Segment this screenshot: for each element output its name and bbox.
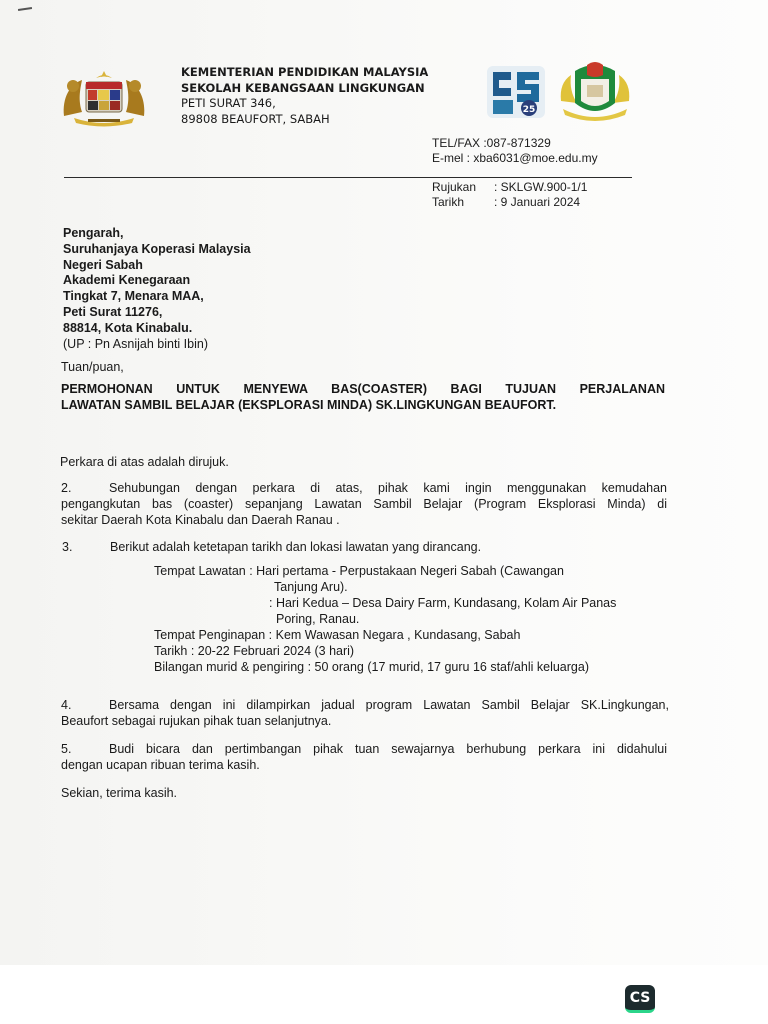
paragraph-2-line-1: Sehubungan dengan perkara di atas, pihak kami ingin menggunakan kemudahan xyxy=(109,481,667,495)
recipient-line: Pengarah, xyxy=(63,226,124,240)
paragraph-1: Perkara di atas adalah dirujuk. xyxy=(60,455,229,469)
paragraph-4-line-2: Beaufort sebagai rujukan pihak tuan selanjutnya. xyxy=(61,714,332,728)
ministry-header xyxy=(181,65,428,127)
address-line-1: PETI SURAT 346, xyxy=(181,96,276,110)
paragraph-number: 2. xyxy=(61,481,72,495)
closing-line: Sekian, terima kasih. xyxy=(61,786,178,800)
reference-block xyxy=(432,180,587,210)
paragraph-number: 5. xyxy=(61,742,72,756)
paragraph-2 xyxy=(61,480,667,528)
paragraph-5-line-2: dengan ucapan ribuan terima kasih. xyxy=(61,758,260,772)
paragraph-4-line-1: Bersama dengan ini dilampirkan jadual program Lawatan Sambil Belajar SK.Lingkungan, xyxy=(109,698,669,712)
recipient-line: 88814, Kota Kinabalu. xyxy=(63,320,193,335)
scan-mark xyxy=(18,7,32,11)
rujukan-label: Rujukan xyxy=(432,180,477,194)
camscanner-badge[interactable]: CS xyxy=(625,985,655,1013)
coat-of-arms-logo xyxy=(58,68,150,130)
visit-place-day-2-cont: Poring, Ranau. xyxy=(276,612,360,626)
recipient-attention: (UP : Pn Asnijah binti Ibin) xyxy=(63,336,208,351)
tarikh-value: : 9 Januari 2024 xyxy=(494,195,581,209)
trip-details xyxy=(154,563,616,675)
recipient-line: Peti Surat 11276, xyxy=(63,304,163,319)
paragraph-number: 4. xyxy=(61,698,72,712)
paragraph-5-line-1: Budi bicara dan pertimbangan pihak tuan sewajarnya berhubung perkara ini didahului xyxy=(109,742,667,756)
paragraph-4 xyxy=(61,697,669,729)
accommodation: Tempat Penginapan : Kem Wawasan Negara , Kundasang, Sabah xyxy=(154,628,521,642)
paragraph-number: 3. xyxy=(62,540,73,554)
paragraph-2-line-3: sekitar Daerah Kota Kinabalu dan Daerah Ranau . xyxy=(61,513,340,527)
visit-place-day-1-cont: Tanjung Aru). xyxy=(274,580,348,594)
recipient-address xyxy=(63,226,251,352)
paragraph-3 xyxy=(62,539,670,555)
paragraph-3-text: Berikut adalah ketetapan tarikh dan lokasi lawatan yang dirancang. xyxy=(110,540,482,554)
recipient-line: Negeri Sabah xyxy=(63,257,143,272)
contact-info xyxy=(432,136,598,166)
greeting: Tuan/puan, xyxy=(61,360,124,374)
school-crest-logo xyxy=(557,57,633,127)
recipient-line: Suruhanjaya Koperasi Malaysia xyxy=(63,241,251,256)
participant-count: Bilangan murid & pengiring : 50 orang (17 murid, 17 guru 16 staf/ahli keluarga) xyxy=(154,660,589,674)
paragraph-2-line-2: pengangkutan bas (coaster) sepanjang Lawatan Sambil Belajar (Program Eksplorasi Minda) di xyxy=(61,497,667,511)
paragraph-5 xyxy=(61,741,667,773)
ministry-name: KEMENTERIAN PENDIDIKAN MALAYSIA xyxy=(181,65,429,79)
anniversary-25-logo xyxy=(485,62,547,124)
rujukan-value: : SKLGW.900-1/1 xyxy=(494,180,588,194)
visit-place-day-1: Tempat Lawatan : Hari pertama - Perpustakaan Negeri Sabah (Cawangan xyxy=(154,564,564,578)
trip-date: Tarikh : 20-22 Februari 2024 (3 hari) xyxy=(154,644,355,658)
letter-subject xyxy=(61,381,665,413)
visit-place-day-2: : Hari Kedua – Desa Dairy Farm, Kundasang, Kolam Air Panas xyxy=(269,596,617,610)
subject-line-2: LAWATAN SAMBIL BELAJAR (EKSPLORASI MINDA) SK.LINGKUNGAN BEAUFORT. xyxy=(61,398,557,412)
recipient-line: Akademi Kenegaraan xyxy=(63,273,191,288)
tel-fax: TEL/FAX :087-871329 xyxy=(432,136,551,150)
school-name: SEKOLAH KEBANGSAAN LINGKUNGAN xyxy=(181,80,425,95)
recipient-line: Tingkat 7, Menara MAA, xyxy=(63,289,204,304)
logo-25-text: 25 xyxy=(522,105,536,115)
tarikh-label: Tarikh xyxy=(432,195,465,209)
header-divider xyxy=(64,177,632,178)
address-line-2: 89808 BEAUFORT, SABAH xyxy=(181,111,330,126)
email: E-mel : xba6031@moe.edu.my xyxy=(432,151,598,165)
subject-line-1: PERMOHONAN UNTUK MENYEWA BAS(COASTER) BAGI TUJUAN PERJALANAN xyxy=(61,382,665,396)
